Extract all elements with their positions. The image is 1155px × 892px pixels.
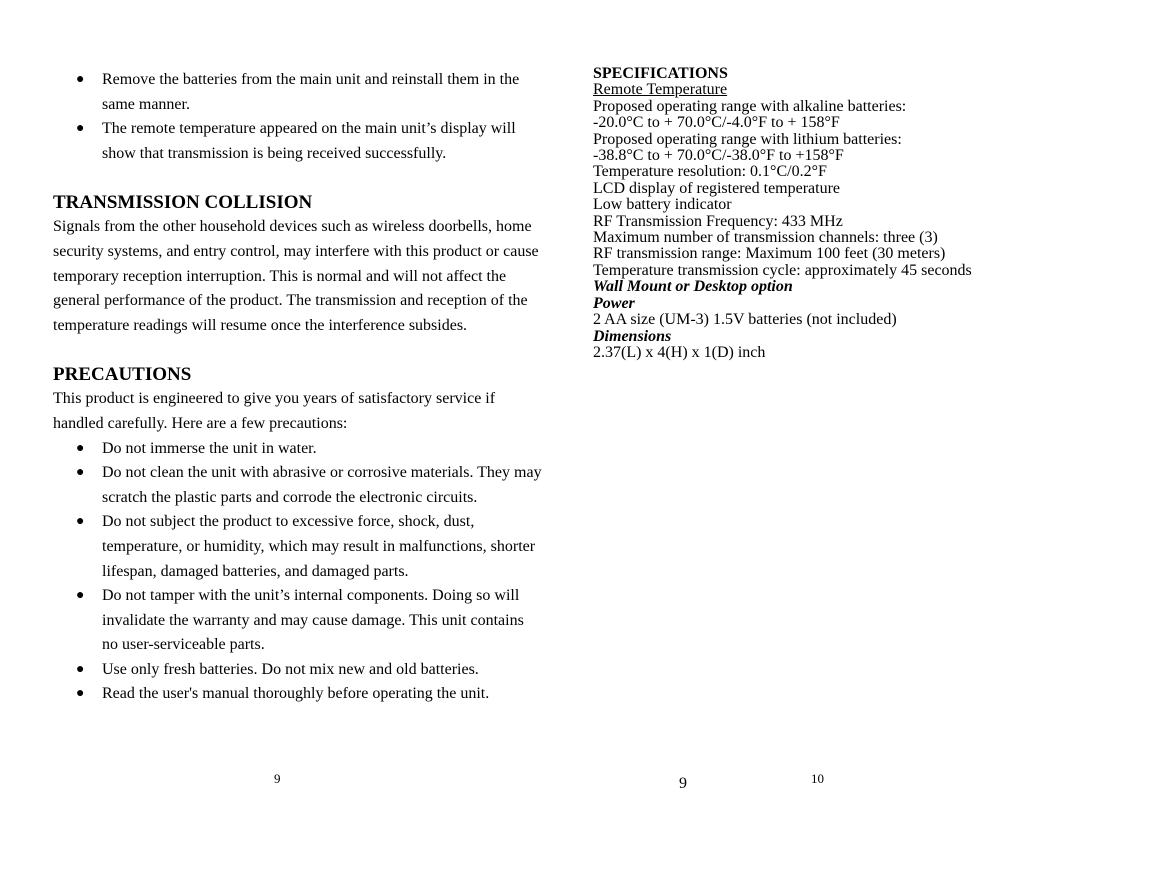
spec-line: -20.0°C to + 70.0°C/-4.0°F to + 158°F [593,114,840,132]
power-label: Power [593,294,635,312]
bullet-icon: ● [76,661,85,677]
transmission-collision-heading: TRANSMISSION COLLISION [53,192,313,214]
transmission-collision-body: Signals from the other household devices such as wireless doorbells, home security systems, and entry control, may interfere with this product or cause temporary reception interruption. This is normal and will not affect the general performance of the product. The transmission and reception of the temperature readings will resume once the interference subsides. [53,218,539,334]
bullet-icon: ● [76,465,85,481]
spec-line: Proposed operating range with lithium batteries: [593,130,902,148]
bullet-icon: ● [76,686,85,702]
power-text: 2 AA size (UM-3) 1.5V batteries (not included) [593,311,897,329]
list-item-text: Remove the batteries from the main unit and reinstall them in the same manner. [102,71,520,113]
list-item [53,117,543,166]
dimensions-label: Dimensions [593,327,672,345]
bullet-icon: ● [76,440,85,456]
list-item [53,584,543,658]
intro-bullet-list [53,68,543,166]
precautions-bullet-list [53,437,543,708]
list-item [53,461,543,510]
wall-mount-label: Wall Mount or Desktop option [593,278,793,296]
bullet-icon: ● [76,514,85,530]
list-item-text: Do not subject the product to excessive force, shock, dust, temperature, or humidity, which may result in malfunctions, shorter lifespan, damaged batteries, and damaged parts. [102,513,536,580]
list-item [53,437,543,462]
list-item [53,658,543,683]
list-item-text: Do not tamper with the unit’s internal components. Doing so will invalidate the warranty and may cause damage. This unit contains no user-serviceable parts. [102,587,524,654]
precautions-heading: PRECAUTIONS [53,364,192,386]
spec-line: Temperature resolution: 0.1°C/0.2°F [593,163,827,181]
spec-line: Maximum number of transmission channels: three (3) [593,229,938,247]
spec-line: Temperature transmission cycle: approximately 45 seconds [593,261,972,279]
left-page-content [53,68,543,707]
specifications-heading: SPECIFICATIONS [593,65,728,82]
remote-temperature-label: Remote Temperature [593,81,728,99]
list-item-text: Do not immerse the unit in water. [102,439,317,457]
spec-line: -38.8°C to + 70.0°C/-38.0°F to +158°F [593,147,844,165]
list-item-text: Use only fresh batteries. Do not mix new and old batteries. [102,660,479,678]
list-item [53,682,543,707]
bullet-icon: ● [76,121,85,137]
list-item [53,68,543,117]
spec-line: LCD display of registered temperature [593,179,841,197]
page-number-middle: 9 [679,775,687,792]
page-number-right: 10 [811,771,824,786]
dimensions-text: 2.37(L) x 4(H) x 1(D) inch [593,343,766,361]
list-item-text: Do not clean the unit with abrasive or corrosive materials. They may scratch the plastic parts and corrode the electronic circuits. [102,464,542,506]
spec-line: Low battery indicator [593,196,732,214]
list-item [53,510,543,584]
spec-line: RF Transmission Frequency: 433 MHz [593,212,843,230]
bullet-icon: ● [76,588,85,604]
list-item-text: Read the user's manual thoroughly before operating the unit. [102,685,490,703]
precautions-intro: This product is engineered to give you years of satisfactory service if handled carefully. Here are a few precautions: [53,390,496,432]
specifications-section [593,66,1133,361]
spec-line: RF transmission range: Maximum 100 feet (30 meters) [593,245,946,263]
page-number-left: 9 [274,771,281,786]
list-item-text: The remote temperature appeared on the main unit’s display will show that transmission is being received successfully. [102,120,516,162]
bullet-icon: ● [76,72,85,87]
spec-line: Proposed operating range with alkaline batteries: [593,97,907,115]
